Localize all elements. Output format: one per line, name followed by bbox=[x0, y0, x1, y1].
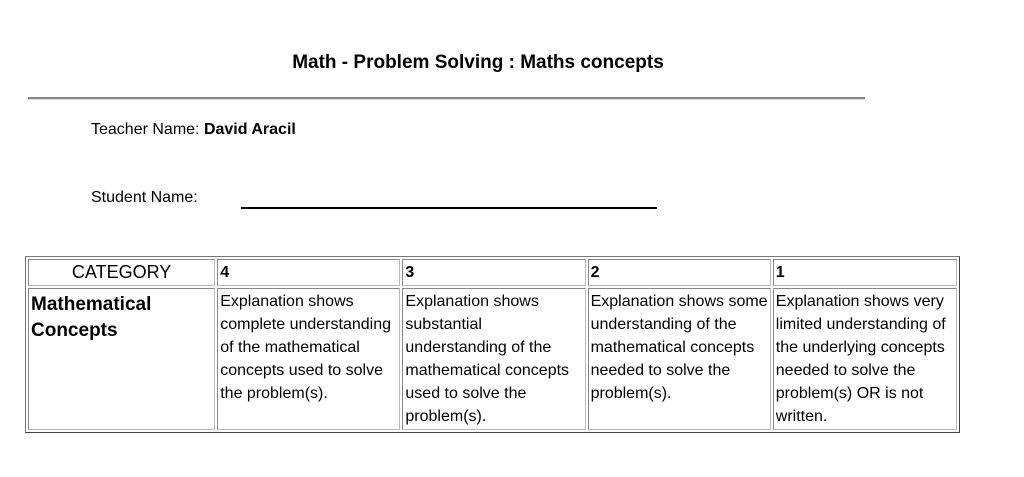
category-name: Mathematical Concepts bbox=[28, 288, 215, 430]
category-header: CATEGORY bbox=[28, 259, 215, 286]
table-row bbox=[28, 288, 957, 430]
criteria-cell-1: Explanation shows very limited understanding of the underlying concepts needed to solve the problem(s) OR is not written. bbox=[773, 288, 957, 430]
criteria-cell-4: Explanation shows complete understanding of the mathematical concepts used to solve the problem(s). bbox=[217, 288, 400, 430]
student-name-label: Student Name: bbox=[91, 189, 198, 206]
criteria-cell-3: Explanation shows substantial understanding of the mathematical concepts used to solve the problem(s). bbox=[402, 288, 585, 430]
rubric-header-row bbox=[28, 259, 957, 286]
score-header-2: 2 bbox=[588, 259, 771, 286]
page-title: Math - Problem Solving : Maths concepts bbox=[292, 52, 664, 73]
rubric-table bbox=[25, 256, 960, 433]
teacher-name-label: Teacher Name: bbox=[91, 121, 200, 138]
score-header-4: 4 bbox=[217, 259, 400, 286]
teacher-name-value: David Aracil bbox=[203, 121, 296, 138]
criteria-cell-2: Explanation shows some understanding of the mathematical concepts needed to solve the problem(s). bbox=[588, 288, 771, 430]
teacher-name-field bbox=[91, 121, 296, 139]
horizontal-divider bbox=[28, 97, 865, 100]
score-header-3: 3 bbox=[402, 259, 585, 286]
score-header-1: 1 bbox=[773, 259, 957, 286]
student-name-blank-line bbox=[241, 207, 657, 209]
